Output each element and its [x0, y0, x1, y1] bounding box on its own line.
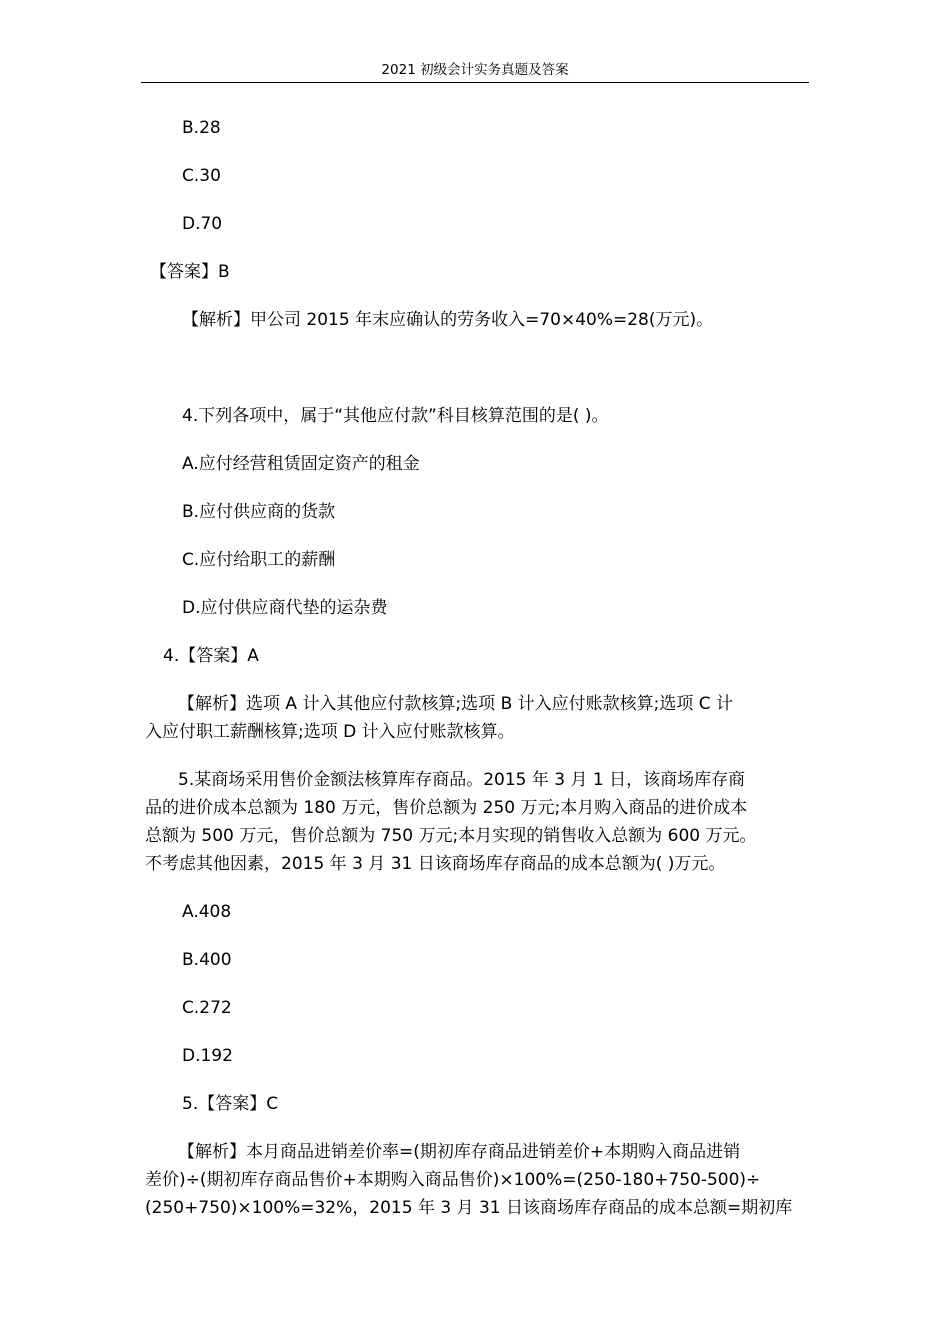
q4-explanation-line-1: 【解析】选项 A 计入其他应付款核算;选项 B 计入应付账款核算;选项 C 计: [178, 694, 734, 714]
q4-explanation-line-2: 入应付职工薪酬核算;选项 D 计入应付账款核算。: [145, 722, 515, 742]
q3-option-d: D.70: [182, 214, 223, 234]
q5-option-b: B.400: [182, 950, 232, 970]
q3-answer: 【答案】B: [150, 262, 230, 282]
q5-answer: 5.【答案】C: [182, 1094, 279, 1114]
q5-explanation-line-1: 【解析】本月商品进销差价率=(期初库存商品进销差价+本期购入商品进销: [178, 1142, 741, 1162]
q5-question-line-3: 总额为 500 万元，售价总额为 750 万元;本月实现的销售收入总额为 600 万元。: [145, 826, 757, 846]
q4-question: 4.下列各项中，属于“其他应付款”科目核算范围的是( )。: [182, 406, 609, 426]
q5-question-line-2: 品的进价成本总额为 180 万元，售价总额为 250 万元;本月购入商品的进价成本: [145, 798, 748, 818]
header-divider: [141, 82, 809, 83]
q4-option-b: B.应付供应商的货款: [182, 502, 336, 522]
q5-explanation-line-3: (250+750)×100%=32%，2015 年 3 月 31 日该商场库存商品的成本总额=期初库: [145, 1198, 793, 1218]
q5-option-a: A.408: [182, 902, 232, 922]
q5-option-c: C.272: [182, 998, 232, 1018]
q4-option-d: D.应付供应商代垫的运杂费: [182, 598, 388, 618]
q5-explanation-line-2: 差价)÷(期初库存商品售价+本期购入商品售价)×100%=(250-180+750-500)÷: [145, 1170, 761, 1190]
q4-answer: 4.【答案】A: [163, 646, 259, 666]
q4-option-a: A.应付经营租赁固定资产的租金: [182, 454, 420, 474]
q5-question-line-1: 5.某商场采用售价金额法核算库存商品。2015 年 3 月 1 日，该商场库存商: [178, 770, 746, 790]
q5-question-line-4: 不考虑其他因素，2015 年 3 月 31 日该商场库存商品的成本总额为( )万元。: [145, 854, 726, 874]
q5-option-d: D.192: [182, 1046, 233, 1066]
q3-option-c: C.30: [182, 166, 221, 186]
page-header-title: 2021 初级会计实务真题及答案: [381, 62, 569, 78]
q3-explanation: 【解析】甲公司 2015 年末应确认的劳务收入=70×40%=28(万元)。: [182, 310, 714, 330]
q4-option-c: C.应付给职工的薪酬: [182, 550, 336, 570]
q3-option-b: B.28: [182, 118, 221, 138]
